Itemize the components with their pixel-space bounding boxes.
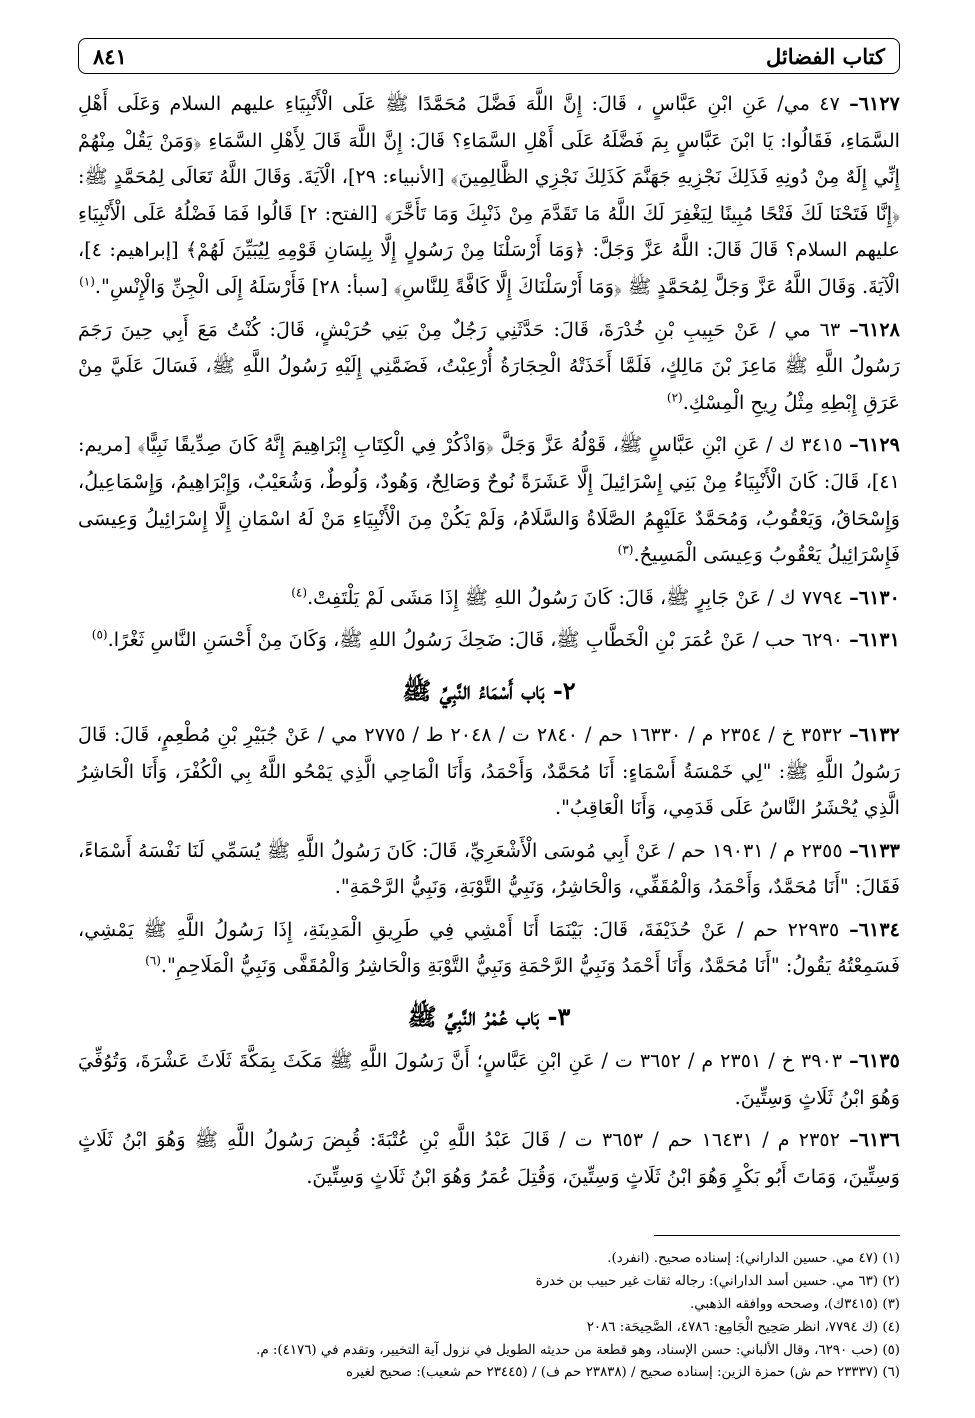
hadith-number: ٦١٣٣– [849, 838, 900, 862]
hadith-number: ٦١٣٥– [849, 1049, 900, 1073]
hadith-number: ٦١٢٨– [849, 317, 900, 341]
footnote-6: (٦) (٢٣٣٣٧ حم ش) حمزة الزين: إسناده صحيح / (٢٣٨٣٨ حم ف) / (٢٣٤٤٥ حم شعيب): صحيح لغيره [346, 1365, 900, 1381]
hadith-text: ٣٤١٥ ك / عَنِ ابْنِ عَبَّاسٍ ﷺ، قَوْلُهُ عَزَّ وَجَلَّ ﴿وَاذْكُرْ فِي الْكِتَابِ إِبْرَاهِيمَ إِنَّهُ كَانَ صِدِّيقًا نَبِيًّا﴾ [مريم: ٤١]، قَالَ: كَانَ الْأَنْبِيَاءُ مِنْ بَنِي إِسْرَائِيلَ إِلَّا عَشَرَةً نُوحٌ وَصَالِحٌ، وَهُودٌ، وَلُوطٌ، وَشُعَيْبٌ، وَإِبْرَاهِيمُ، وَإِسْمَاعِيلُ، وَإِسْحَاقُ، وَيَعْقُوبُ، وَمُحَمَّدٌ عَلَيْهِمُ الصَّلَاةُ وَالسَّلَامُ، وَلَمْ يَكُنْ مِنَ الْأَنْبِيَاءِ مَنْ لَهُ اسْمَانِ إِلَّا إِسْرَائِيلُ وَعِيسَى فَإِسْرَائِيلُ يَعْقُوبُ وَعِيسَى الْمَسِيحُ. [78, 433, 900, 567]
hadith-text: ٤٧ مي/ عَنِ ابْنِ عَبَّاسٍ ، قَالَ: إِنَّ اللَّهَ فَضَّلَ مُحَمَّدًا ﷺ عَلَى الْأَنْبِيَاءِ عليهم السلام وَعَلَى أَهْلِ السَّمَاءِ، فَقَالُوا: يَا ابْنَ عَبَّاسٍ بِمَ فَضَّلَهُ عَلَى أَهْلِ السَّمَاءِ؟ قَالَ: إِنَّ اللَّهَ قَالَ لِأَهْلِ السَّمَاءِ ﴿وَمَنْ يَقُلْ مِنْهُمْ إِنِّي إِلَهٌ مِنْ دُونِهِ فَذَلِكَ نَجْزِيهِ جَهَنَّمَ كَذَلِكَ نَجْزِي الظَّالِمِينَ﴾ [الأنبياء: ٢٩]، الْآيَةَ. وَقَالَ اللَّهُ تَعَالَى لِمُحَمَّدٍ ﷺ: ﴿إِنَّا فَتَحْنَا لَكَ فَتْحًا مُبِينًا لِيَغْفِرَ لَكَ اللَّهُ مَا تَقَدَّمَ مِنْ ذَنْبِكَ وَمَا تَأَخَّرَ﴾ [الفتح: ٢] قَالُوا فَمَا فَضْلُهُ عَلَى الْأَنْبِيَاءِ عليهم السلام؟ قَالَ قَالَ: اللَّهُ عَزَّ وَجَلَّ: ﴿وَمَا أَرْسَلْنَا مِنْ رَسُولٍ إِلَّا بِلِسَانِ قَوْمِهِ لِيُبَيِّنَ لَهُمْ﴾ [إبراهيم: ٤]، الْآيَةَ. وَقَالَ اللَّهُ عَزَّ وَجَلَّ لِمُحَمَّدٍ ﷺ ﴿وَمَا أَرْسَلْنَاكَ إِلَّا كَافَّةً لِلنَّاسِ﴾ [سبأ: ٢٨] فَأَرْسَلَهُ إِلَى الْجِنِّ وَالْإِنْسِ". [78, 92, 901, 298]
footnote-ref: (٣) [617, 542, 634, 557]
hadith-number: ٦١٣٦– [849, 1128, 900, 1152]
hadith-6130 [78, 580, 900, 617]
hadith-number: ٦١٣٠– [849, 585, 900, 609]
hadith-text: ٣٥٣٢ خ / ٢٣٥٤ م / ١٦٣٣٠ حم / ٢٨٤٠ ت / ٢٠٤٨ ط / ٢٧٧٥ مي / عَنْ جُبَيْرِ بْنِ مُطْعِمٍ، قَالَ: قَالَ رَسُولُ اللَّهِ ﷺ: "لِي خَمْسَةُ أَسْمَاءٍ: أَنَا مُحَمَّدٌ، وَأَحْمَدُ، وَأَنَا الْمَاحِي الَّذِي يَمْحُو اللَّهُ بِي الْكُفْرَ، وَأَنَا الْحَاشِرُ الَّذِي يُحْشَرُ النَّاسُ عَلَى قَدَمِي، وَأَنَا الْعَاقِبُ". [78, 722, 900, 820]
hadith-text: ٣٩٠٣ خ / ٢٣٥١ م / ٣٦٥٢ ت / عَنِ ابْنِ عَبَّاسٍ؛ أَنَّ رَسُولَ اللَّهِ ﷺ مَكَثَ بِمَكَّةَ ثَلَاثَ عَشْرَةَ، وَتُوُفِّيَ وَهُوَ ابْنُ ثَلَاثٍ وَسِتِّينَ. [78, 1049, 900, 1109]
page-body [78, 86, 900, 1385]
hadith-text: ٦٢٩٠ حب / عَنْ عُمَرَ بْنِ الْخَطَّابِ ﷺ، قَالَ: ضَحِكَ رَسُولُ اللهِ ﷺ، وَكَانَ مِنْ أَحْسَنِ النَّاسِ ثَغْرًا. [107, 628, 844, 652]
footnote-ref: (٤) [291, 585, 308, 600]
hadith-number: ٦١٢٩– [849, 433, 900, 457]
footnote-divider [654, 1235, 900, 1236]
hadith-text: ٧٧٩٤ ك / عَنْ جَابِرٍ ﷺ، قَالَ: كَانَ رَسُولُ اللهِ ﷺ إِذَا مَشَى لَمْ يَلْتَفِتْ. [307, 585, 844, 609]
hadith-text: ٦٣ مي / عَنْ حَبِيبِ بْنِ خُدْرَةَ، قَالَ: حَدَّثَنِي رَجُلٌ مِنْ بَنِي حُرَيْشٍ، قَالَ: كُنْتُ مَعَ أَبِي حِينَ رَجَمَ رَسُولُ اللَّهِ ﷺ مَاعِزَ بْنَ مَالِكٍ، فَلَمَّا أَخَذَتْهُ الْحِجَارَةُ أُرْعِبْتُ، فَضَمَّنِي إِلَيْهِ رَسُولُ اللَّهِ ﷺ، فَسَالَ عَلَيَّ مِنْ عَرَقِ إِبْطِهِ مِثْلُ رِيحِ الْمِسْكِ. [78, 317, 900, 414]
footnote-ref: (٥) [91, 627, 108, 642]
hadith-text: ٢٢٩٣٥ حم / عَنْ حُذَيْفَةَ، قَالَ: بَيْنَمَا أَنَا أَمْشِي فِي طَرِيقِ الْمَدِينَةِ، إِذَا رَسُولُ اللَّهِ ﷺ يَمْشِي، فَسَمِعْتُهُ يَقُولُ: "أَنَا مُحَمَّدٌ، وَأَنَا أَحْمَدُ وَنَبِيُّ الرَّحْمَةِ وَنَبِيُّ التَّوْبَةِ وَالْحَاشِرُ وَالْمُقَفَّى وَنَبِيُّ الْمَلَاحِمِ". [78, 917, 900, 978]
hadith-number: ٦١٢٧– [849, 92, 900, 115]
footnote-ref: (١) [79, 274, 95, 289]
footnote-ref: (٦) [145, 954, 161, 969]
chapter-heading-age: ٣- بَاب عُمْرُ النَّبِيِّ ﷺ [407, 1002, 571, 1032]
page-number: ٨٤١ [93, 43, 127, 69]
hadith-6132 [78, 717, 900, 827]
hadith-6134 [78, 912, 900, 985]
hadith-6129 [78, 427, 900, 573]
footnote-4: (٤) (ك ٧٧٩٤، انظر صَحِيح الْجَامِع: ٤٧٨٦، الصَّحِيحَة: ٢٠٨٦ [586, 1319, 900, 1335]
hadith-6127 [78, 86, 900, 306]
page [78, 38, 900, 1385]
footnote-ref: (٢) [666, 390, 683, 405]
footnote-1: (١) (٤٧ مي. حسين الداراني): إسناده صحيح. (انفرد). [607, 1251, 900, 1267]
hadith-6128 [78, 312, 900, 422]
hadith-text: ٢٣٥٢ م / ١٦٤٣١ حم / ٣٦٥٣ ت / قَالَ عَبْدُ اللَّهِ بْنِ عُتْبَةَ: قُبِضَ رَسُولُ اللَّهِ ﷺ وَهُوَ ابْنُ ثَلَاثٍ وَسِتِّينَ، وَمَاتَ أَبُو بَكْرٍ وَهُوَ ابْنُ ثَلَاثٍ وَسِتِّينَ، وَقُتِلَ عُمَرُ وَهُوَ ابْنُ ثَلَاثٍ وَسِتِّينَ. [78, 1128, 900, 1188]
hadith-6131 [78, 622, 900, 659]
hadith-number: ٦١٣١– [849, 628, 900, 652]
hadith-6136 [78, 1122, 900, 1195]
hadith-6133 [78, 833, 900, 906]
chapter-heading-names: ٢- بَاب أَسْمَاءُ النَّبِيِّ ﷺ [402, 675, 576, 705]
footnote-2: (٢) (٦٣ مي. حسين أسد الداراني): رجاله ثقات غير حبيب بن خدرة [535, 1274, 900, 1290]
hadith-number: ٦١٣٢– [849, 722, 900, 746]
hadith-6135 [78, 1043, 900, 1116]
hadith-text: ٢٣٥٥ م / ١٩٠٣١ حم / عَنْ أَبِي مُوسَى الْأَشْعَرِيِّ، قَالَ: كَانَ رَسُولُ اللَّهِ ﷺ يُسَمِّي لَنَا نَفْسَهُ أَسْمَاءً، فَقَالَ: "أَنَا مُحَمَّدٌ، وَأَحْمَدُ، وَالْمُقَفِّي، وَالْحَاشِرُ، وَنَبِيُّ التَّوْبَةِ، وَنَبِيُّ الرَّحْمَةِ". [78, 838, 900, 899]
page-header [78, 38, 900, 74]
book-title: كتاب الفضائل [765, 43, 885, 69]
hadith-number: ٦١٣٤– [849, 917, 900, 941]
footnote-3: (٣) (٣٤١٥ك)، وصححه ووافقه الذهبي. [690, 1297, 900, 1313]
footnote-5: (٥) (حب ٦٢٩٠، وقال الألباني: حسن الإسناد، وهو قطعة من حديثه الطويل في نزول آية التخيير، وتقدم في (٤١٧٦): م. [256, 1342, 900, 1358]
